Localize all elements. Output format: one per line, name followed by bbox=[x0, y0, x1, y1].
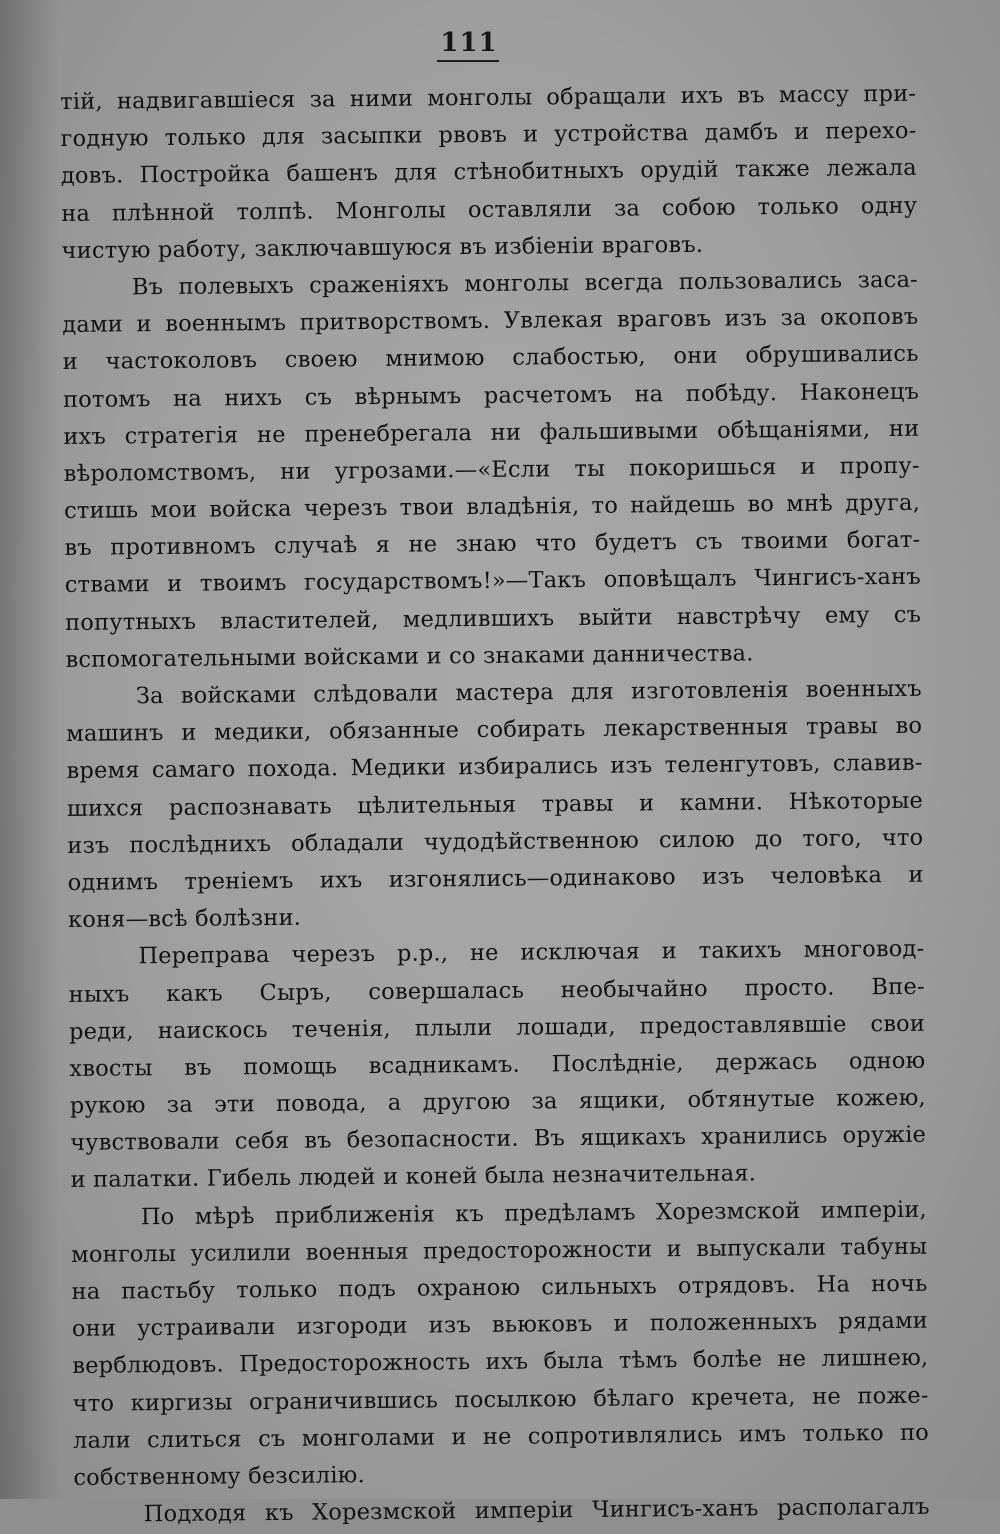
text-line: машинъ и медики, обязанные собирать лекарственныя травы во bbox=[66, 712, 923, 748]
body-text bbox=[60, 76, 930, 1534]
text-line: довъ. Постройка башенъ для стѣнобитныхъ орудій также лежала bbox=[60, 155, 917, 190]
text-line: реди, наискось теченія, плыли лошади, предоставлявшіе свои bbox=[68, 1010, 926, 1045]
text-line: Переправа черезъ р.р., не исключая и такихъ многовод- bbox=[138, 936, 925, 970]
text-line: однимъ треніемъ ихъ изгонялись—одинаково изъ человѣка и bbox=[67, 861, 924, 896]
text-line: лали слиться съ монголами и не сопротивлялись имъ только по bbox=[72, 1419, 930, 1454]
page-number: 111 bbox=[440, 28, 498, 58]
text-line: въ противномъ случаѣ я не знаю что будетъ съ твоими богат- bbox=[64, 527, 921, 562]
text-line: ныхъ какъ Сыръ, совершалась необычайно просто. Впе- bbox=[68, 973, 925, 1008]
text-line: стишь мои войска черезъ твои владѣнія, то найдешь во мнѣ друга, bbox=[63, 489, 921, 525]
text-line: годную только для засыпки рвовъ и устройства дамбъ и перехо- bbox=[60, 117, 917, 153]
text-line: дами и военнымъ притворствомъ. Увлекая враговъ изъ за окоповъ bbox=[62, 303, 919, 339]
text-line: на плѣнной толпѣ. Монголы оставляли за собою только одну bbox=[61, 192, 918, 227]
text-line: хвосты въ помощь всадникамъ. Послѣдніе, держась одною bbox=[69, 1047, 926, 1082]
text-line: время самаго похода. Медики избирались изъ теленгутовъ, славив- bbox=[66, 750, 923, 785]
text-line: коня—всѣ болѣзни. bbox=[67, 904, 302, 934]
text-line: шихся распознавать цѣлительныя травы и камни. Нѣкоторые bbox=[66, 787, 924, 822]
text-line: собственному безсилію. bbox=[73, 1462, 366, 1491]
text-line: Подходя къ Хорезмской имперіи Чингисъ-ханъ располагалъ bbox=[143, 1493, 930, 1528]
text-line: ихъ стратегія не пренебрегала ни фальшивыми обѣщаніями, ни bbox=[63, 415, 920, 450]
text-line: и частоколовъ своею мнимою слабостью, они обрушивались bbox=[62, 341, 919, 376]
text-line: чистую работу, заключавшуюся въ избіеніи враговъ. bbox=[61, 231, 704, 264]
text-line: что киргизы ограничившись посылкою бѣлаго кречета, не поже- bbox=[72, 1382, 929, 1417]
text-line: попутныхъ властителей, медлившихъ выйти навстрѣчу ему съ bbox=[65, 601, 922, 636]
text-line: тій, надвигавшіеся за ними монголы обращали ихъ въ массу при- bbox=[60, 80, 917, 115]
page-number-rule bbox=[437, 60, 499, 62]
text-line: монголы усилили военныя предосторожности и выпускали табуны bbox=[71, 1233, 928, 1268]
text-line: и палатки. Гибель людей и коней была незначительная. bbox=[70, 1160, 757, 1194]
binding-shadow bbox=[0, 0, 60, 1499]
text-line: По мѣрѣ приближенія къ предѣламъ Хорезмской имперіи, bbox=[140, 1196, 927, 1230]
text-line: чувствовали себя въ безопасности. Въ ящикахъ хранились оружіе bbox=[70, 1121, 927, 1157]
text-line: рукою за эти повода, а другою за ящики, обтянутые кожею, bbox=[69, 1084, 926, 1120]
text-line: ствами и твоимъ государствомъ!»—Такъ оповѣщалъ Чингисъ-ханъ bbox=[64, 564, 921, 599]
text-line: верблюдовъ. Предосторожность ихъ была тѣмъ болѣе не лишнею, bbox=[72, 1345, 929, 1380]
text-line: вѣроломствомъ, ни угрозами.—«Если ты покоришься и пропу- bbox=[63, 452, 920, 487]
text-line: они устраивали изгороди изъ вьюковъ и положенныхъ рядами bbox=[71, 1307, 929, 1343]
text-line: на пастьбу только подъ охраною сильныхъ отрядовъ. На ночь bbox=[71, 1270, 928, 1305]
text-line: Въ полевыхъ сраженіяхъ монголы всегда пользовались заса- bbox=[131, 266, 919, 301]
text-line: потомъ на нихъ съ вѣрнымъ расчетомъ на побѣду. Наконецъ bbox=[62, 378, 920, 413]
text-line: За войсками слѣдовали мастера для изготовленія военныхъ bbox=[135, 675, 922, 710]
text-line: вспомогательными войсками и со знаками данничества. bbox=[65, 640, 754, 673]
text-line: изъ послѣднихъ обладали чудодѣйственною силою до того, что bbox=[67, 824, 924, 859]
